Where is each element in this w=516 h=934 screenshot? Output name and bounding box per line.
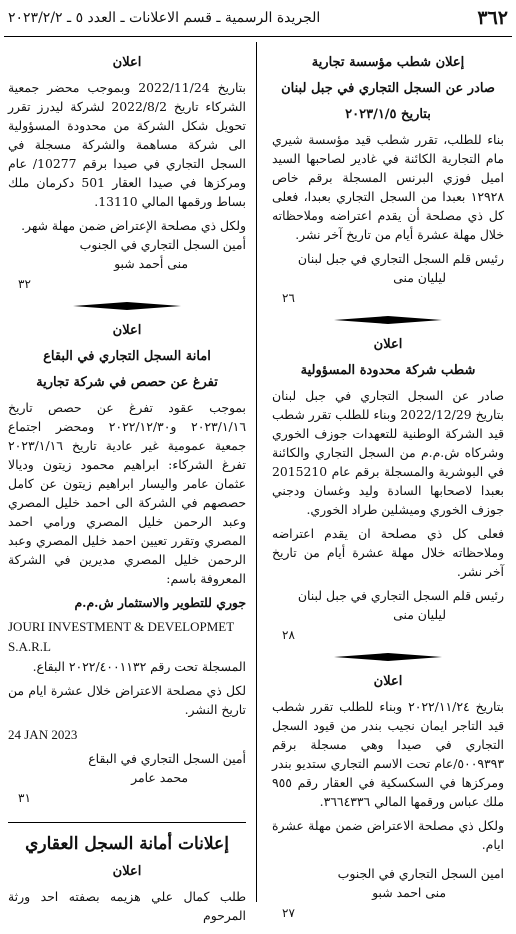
notice-31 [8, 320, 246, 808]
signature-name: ليليان منى [393, 270, 446, 285]
section-rule [8, 822, 246, 823]
section-title: إعلانات أمانة السجل العقاري [25, 834, 229, 854]
left-column [8, 52, 246, 930]
notice-date: 24 JAN 2023 [8, 727, 78, 742]
signature-name: منى أحمد شبو [114, 256, 188, 271]
signature-name: ليليان منى [393, 607, 446, 622]
signature-name: محمد عامر [131, 770, 188, 785]
separator-ornament [334, 653, 442, 661]
notice-heading: اعلان [112, 864, 142, 879]
gazette-title: الجريدة الرسمية ـ قسم الاعلانات ـ العدد ٥ ـ ٢٠٢٣/٢/٢ [8, 10, 321, 26]
notice-body: بتاريخ ٢٠٢٢/١١/٢٤ وبناء للطلب تقرر شطب قيد التاجر ايمان نجيب بندر من قيود السجل التجاري في صيدا وهي مسجلة برقم ٥٠٠٩٣٩٣/عام تحت الاسم التجاري ستديو بندر ومركزها في السكسكية في العقار رقم ٩٥٥ ملك عباس ورقمها المالي ٣٦٦٤٣٣٦. [272, 699, 504, 809]
notice-subheading: امانة السجل التجاري في البقاع [43, 349, 211, 364]
notice-body: صادر عن السجل التجاري في جبل لبنان بتاريخ 2022/12/29 وبناء للطلب تقرر شطب قيد الشركة الوطنية للتعهدات جوزف الخوري وشركاه ش.م.م من السجل التجاري والكائنة في البوشرية والمسجلة برقم عام 2015210 بعبدا لاصحابها السادة وليد وغسان ودجني جوزف الخوري وميشلين طراد الخوري. [272, 388, 504, 517]
header-rule [4, 36, 512, 37]
company-name-english: JOURI INVESTMENT & DEVELOPMET [8, 619, 235, 634]
signature-title: رئيس قلم السجل التجاري في جبل لبنان [297, 251, 504, 266]
signature-title: أمين السجل التجاري في الجنوب [79, 237, 246, 252]
notice-body-objection: ولكل ذي مصلحة الإعتراض ضمن مهلة شهر. [21, 218, 246, 233]
notice-date-heading: بتاريخ ٢٠٢٣/١/٥ [345, 107, 431, 122]
notice-27 [272, 671, 504, 923]
notice-heading: اعلان [373, 337, 403, 352]
notice-subheading: صادر عن السجل التجاري في جبل لبنان [281, 81, 495, 96]
notice-32 [8, 52, 246, 294]
separator-ornament [334, 316, 442, 324]
registration-line: المسجلة تحت رقم ٢٠٢٢/٤٠٠١١٣٢ البقاع. [32, 659, 246, 674]
notice-number: ٣٢ [18, 277, 31, 291]
notice-body: بتاريخ 2022/11/24 وبموجب محضر جمعية الشركاء تاريخ 2022/8/2 لشركة ليدرز تقرر تحويل شكل الشركة من محدودة المسؤولية الى شركة مساهمة والشركة مسجلة في السجل التجاري في صيدا برقم 10277/ عام ومركزها في صيدا العقار 501 دكرمان ملك بساط ورقمها المالي 13110. [8, 80, 247, 209]
signature-title: امين السجل التجاري في الجنوب [337, 866, 504, 881]
company-legal-form: S.A.R.L [8, 639, 51, 654]
notice-body: بموجب عقود تفرغ عن حصص تاريخ ٢٠٢٣/١/١٦ و٢٠٢٢/١٢/٣٠ ومحضر اجتماع جمعية عمومية غير عادية تاريخ ٢٠٢٣/١/١٦ تفرغ الشركاء: ابراهيم محمود زيتون وديالا عثمان عامر واليسار ابراهيم زيتون عن كامل حصصهم في الشركة الى احمد خليل المصري وعبد الرحمن خليل المصري ورامي احمد المصري وتقرر تعيين احمد خليل المصري وعبد الرحمن خليل المصري مديرين في الشركة المعروفة باسم: [8, 400, 246, 586]
signature-title: رئيس قلم السجل التجاري في جبل لبنان [297, 588, 504, 603]
notice-28 [272, 334, 504, 645]
notice-body: طلب كمال علي هزيمه بصفته احد ورثة المرحوم [8, 889, 246, 923]
right-column [272, 52, 504, 923]
notice-heading: اعلان [373, 674, 403, 689]
notice-heading: إعلان شطب مؤسسة تجارية [311, 55, 465, 70]
page-header [4, 4, 512, 34]
notice-number: ٢٧ [282, 906, 295, 920]
notice-subheading: شطب شركة محدودة المسؤولية [300, 363, 476, 378]
notice-body-objection: فعلى كل ذي مصلحة ان يقدم اعتراضه وملاحظاته خلال مهلة عشرة أيام من تاريخ آخر نشر. [272, 526, 504, 579]
signature-name: منى احمد شبو [372, 885, 446, 900]
notice-number: ٣١ [18, 791, 31, 805]
separator-ornament [73, 302, 181, 310]
column-divider [256, 42, 257, 902]
notice-heading: اعلان [112, 55, 142, 70]
signature-title: أمين السجل التجاري في البقاع [88, 751, 246, 766]
page-number: ٣٦٢ [477, 7, 508, 29]
notice-heading: اعلان [112, 323, 142, 338]
notice-body: بناء للطلب، تقرر شطب قيد مؤسسة شيري مام التجارية الكائنة في غادير لصاحبها السيد اميل فوزي البرنس المسجلة برقم خاص ١٢٩٢٨ بعبدا من السجل التجاري بعبدا، فعلى كل ذي مصلحة أن يقدم اعتراضه وملاحظاته خلال مهلة عشرة أيام من تاريخ آخر نشر. [272, 132, 504, 242]
notice-body-objection: لكل ذي مصلحة الاعتراض خلال عشرة ايام من تاريخ النشر. [8, 683, 246, 717]
notice-body-objection: ولكل ذي مصلحة الاعتراض ضمن مهلة عشرة ايام. [272, 818, 504, 852]
notice-26 [272, 52, 504, 308]
notice-land-registry [8, 861, 246, 925]
company-name-arabic: جوري للتطوير والاستثمار ش.م.م [74, 595, 246, 610]
notice-subheading: تفرغ عن حصص في شركة تجارية [36, 375, 218, 390]
notice-number: ٢٦ [282, 291, 295, 305]
notice-number: ٢٨ [282, 628, 295, 642]
